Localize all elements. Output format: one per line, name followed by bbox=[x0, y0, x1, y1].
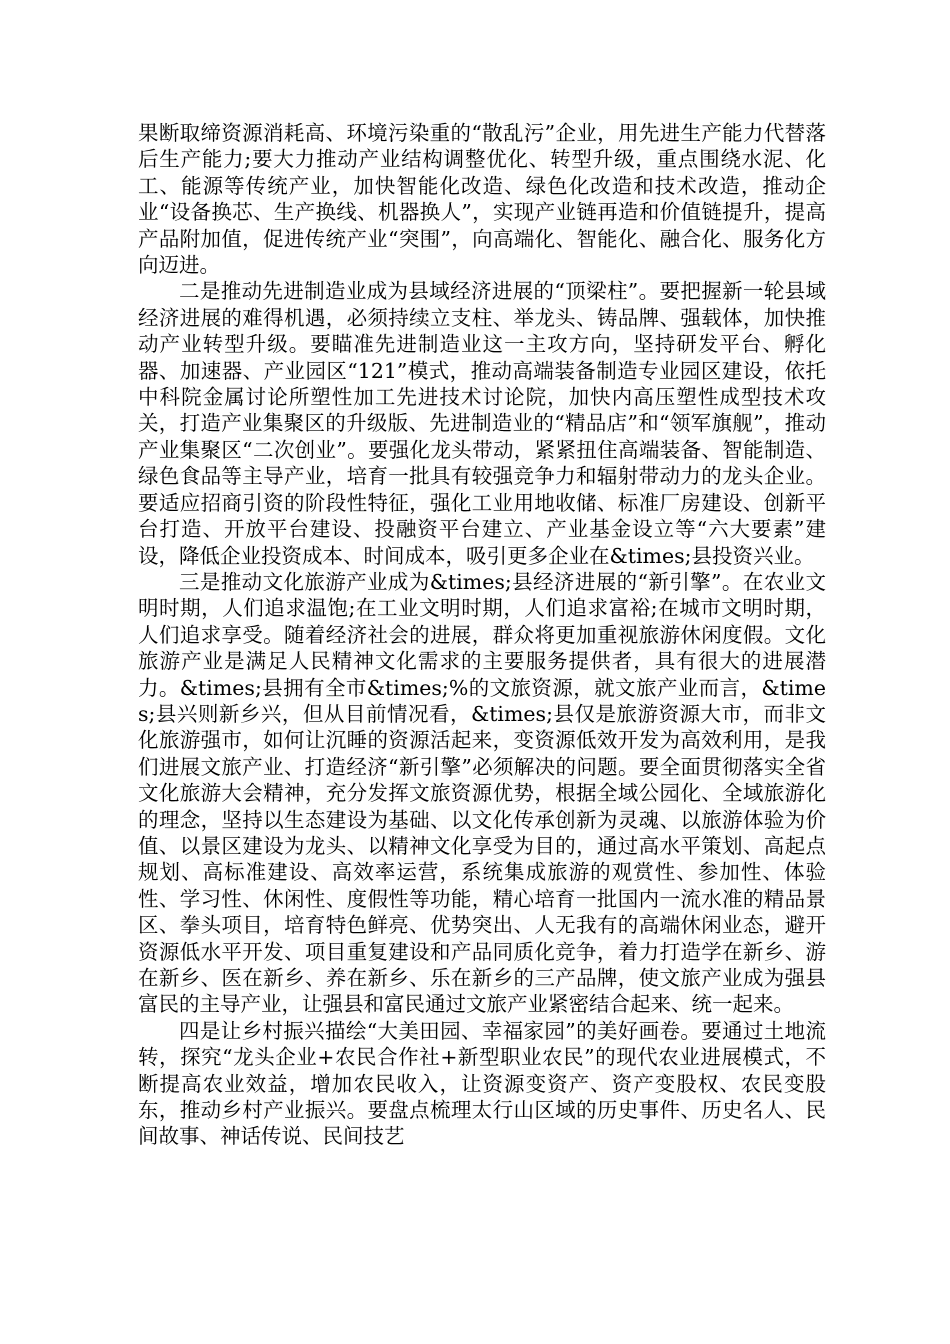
paragraph-advanced-manufacturing: 二是推动先进制造业成为县域经济进展的“顶梁柱”。要把握新一轮县域经济进展的难得机遇，必须持续立支柱、举龙头、铸品牌、强载体，加快推动产业转型升级。要瞄准先进制造业这一主攻方向，坚持研发平台、孵化器、加速器、产业园区“121”模式，推动高端装备制造专业园区建设，依托中科院金属讨论所塑性加工先进技术讨论院，加快内高压塑性成型技术攻关，打造产业集聚区的升级版、先进制造业的“精品店”和“领军旗舰”，推动产业集聚区“二次创业”。要强化龙头带动，紧紧扭住高端装备、智能制造、绿色食品等主导产业，培育一批具有较强竞争力和辐射带动力的龙头企业。要适应招商引资的阶段性特征，强化工业用地收储、标准厂房建设、创新平台打造、开放平台建设、投融资平台建立、产业基金设立等“六大要素”建设，降低企业投资成本、时间成本，吸引更多企业在&times;县投资兴业。 bbox=[138, 279, 826, 568]
paragraph-continuation: 果断取缔资源消耗高、环境污染重的“散乱污”企业，用先进生产能力代替落后生产能力;要大力推动产业结构调整优化、转型升级，重点围绕水泥、化工、能源等传统产业，加快智能化改造、绿色化改造和技术改造，推动企业“设备换芯、生产换线、机器换人”，实现产业链再造和价值链提升，提高产品附加值，促进传统产业“突围”，向高端化、智能化、融合化、服务化方向迈进。 bbox=[138, 121, 826, 278]
paragraph-culture-tourism: 三是推动文化旅游产业成为&times;县经济进展的“新引擎”。在农业文明时期，人们追求温饱;在工业文明时期，人们追求富裕;在城市文明时期，人们追求享受。随着经济社会的进展，群众将更加重视旅游休闲度假。文化旅游产业是满足人民精神文化需求的主要服务提供者，具有很大的进展潜力。&times;县拥有全市&times;%的文旅资源，就文旅产业而言，&times;县兴则新乡兴，但从目前情况看，&times;县仅是旅游资源大市，而非文化旅游强市，如何让沉睡的资源活起来，变资源低效开发为高效利用，是我们进展文旅产业、打造经济“新引擎”必须解决的问题。要全面贯彻落实全省文化旅游大会精神，充分发挥文旅资源优势，根据全域公园化、全域旅游化的理念，坚持以生态建设为基础、以文化传承创新为灵魂、以旅游体验为价值、以景区建设为龙头、以精神文化享受为目的，通过高水平策划、高起点规划、高标准建设、高效率运营，系统集成旅游的观赏性、参加性、体验性、学习性、休闲性、度假性等功能，精心培育一批国内一流水准的精品景区、拳头项目，培育特色鲜亮、优势突出、人无我有的高端休闲业态，避开资源低水平开发、项目重复建设和产品同质化竞争，着力打造学在新乡、游在新乡、医在新乡、养在新乡、乐在新乡的三产品牌，使文旅产业成为强县富民的主导产业，让强县和富民通过文旅产业紧密结合起来、统一起来。 bbox=[138, 569, 826, 1017]
document-page bbox=[138, 120, 826, 1150]
paragraph-rural-revitalization: 四是让乡村振兴描绘“大美田园、幸福家园”的美好画卷。要通过土地流转，探究“龙头企业+农民合作社+新型职业农民”的现代农业进展模式，不断提高农业效益，增加农民收入，让资源变资产、资产变股权、农民变股东，推动乡村产业振兴。要盘点梳理太行山区域的历史事件、历史名人、民间故事、神话传说、民间技艺 bbox=[138, 1018, 826, 1149]
